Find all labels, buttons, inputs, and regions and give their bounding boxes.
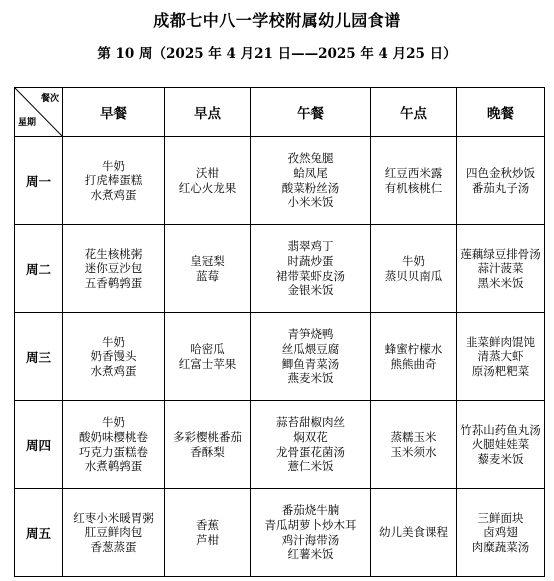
week-subtitle: 第 10 周（2025 年 4 月21 日——2025 年 4 月25 日） [97, 46, 457, 62]
afternoon-snack-cell [371, 401, 457, 489]
dish-item: 奶香馒头 [90, 349, 137, 364]
weekday-cell: 周五 [15, 489, 63, 577]
dish-item: 三鲜面块 [477, 510, 524, 525]
breakfast-cell [63, 137, 165, 225]
column-header-breakfast: 早餐 [63, 88, 165, 137]
column-header-dinner: 晚餐 [457, 88, 545, 137]
dish-item: 蒜苔甜椒肉丝 [276, 415, 345, 430]
lunch-cell [251, 137, 371, 225]
lunch-cell [251, 401, 371, 489]
dish-item: 蛤凤尾 [293, 165, 328, 180]
dish-item: 幼儿美食课程 [379, 525, 448, 540]
dish-item: 水煮鸡蛋 [90, 363, 137, 378]
dish-item: 牛奶 [102, 415, 125, 430]
dish-item: 香葱蒸蛋 [90, 539, 137, 554]
dish-item: 黑米米饭 [477, 275, 524, 290]
dish-item: 原汤粑粑菜 [471, 363, 530, 378]
column-header-morning-snack: 早点 [165, 88, 251, 137]
morning-snack-cell [165, 313, 251, 401]
dish-item: 莲藕绿豆排骨汤 [460, 246, 541, 261]
dish-item: 红富士苹果 [178, 356, 237, 371]
dish-item: 蓝莓 [196, 268, 219, 283]
dinner-cell [457, 313, 545, 401]
dish-item: 卤鸡翅 [483, 525, 518, 540]
menu-body [15, 137, 545, 577]
morning-snack-cell [165, 137, 251, 225]
dish-item: 燕麦米饭 [287, 371, 334, 386]
dish-item: 孜然兔腿 [287, 151, 334, 166]
dish-item: 牛奶 [402, 253, 425, 268]
dish-item: 藜麦米饭 [477, 451, 524, 466]
dish-item: 蒸贝贝南瓜 [384, 268, 443, 283]
lunch-cell [251, 313, 371, 401]
dish-item: 丝瓜煨豆腐 [281, 341, 340, 356]
dish-item: 时蔬炒蛋 [287, 253, 334, 268]
morning-snack-cell [165, 225, 251, 313]
dish-item: 鲫鱼青菜汤 [281, 356, 340, 371]
dish-item: 薏仁米饭 [287, 459, 334, 474]
dish-item: 红豆西米露 [384, 165, 443, 180]
table-row [15, 401, 545, 489]
dish-item: 青瓜胡萝卜炒木耳 [264, 517, 357, 532]
dish-item: 多彩樱桃番茄 [173, 429, 242, 444]
dish-item: 巧克力蛋糕卷 [79, 444, 148, 459]
dinner-cell [457, 137, 545, 225]
dish-item: 打虎棒蛋糕 [84, 173, 143, 188]
corner-label-meal: 餐次 [40, 94, 59, 104]
dish-item: 青笋烧鸭 [287, 327, 334, 342]
morning-snack-cell [165, 489, 251, 577]
dish-item: 蒸糯玉米 [390, 429, 437, 444]
dish-item: 四色金秋炒饭 [466, 165, 535, 180]
dish-item: 五香鹌鹑蛋 [84, 275, 143, 290]
table-row [15, 225, 545, 313]
dish-item: 火腿娃娃菜 [471, 437, 530, 452]
lunch-cell [251, 489, 371, 577]
dish-item: 牛奶 [102, 158, 125, 173]
afternoon-snack-cell [371, 489, 457, 577]
dish-item: 番茄烧牛腩 [281, 503, 340, 518]
dish-item: 水煮鸡蛋 [90, 187, 137, 202]
weekday-cell: 周三 [15, 313, 63, 401]
dish-item: 水煮鹌鹑蛋 [84, 459, 143, 474]
dish-item: 蜂蜜柠檬水 [384, 341, 443, 356]
dish-item: 熊熊曲奇 [390, 356, 437, 371]
weekday-cell: 周二 [15, 225, 63, 313]
dish-item: 皇冠梨 [190, 253, 225, 268]
dish-item: 玉米须水 [390, 444, 437, 459]
dish-item: 金银米饭 [287, 283, 334, 298]
dish-item: 韭菜鲜肉馄饨 [466, 334, 535, 349]
dish-item: 香酥梨 [190, 444, 225, 459]
dish-item: 肛豆鲜肉包 [84, 525, 143, 540]
dish-item: 酸奶味樱桃卷 [79, 429, 148, 444]
dish-item: 香蕉 [196, 517, 219, 532]
table-row [15, 313, 545, 401]
breakfast-cell [63, 489, 165, 577]
dish-item: 龙骨蛋花菌汤 [276, 444, 345, 459]
dish-item: 芦柑 [196, 532, 219, 547]
table-row [15, 489, 545, 577]
dish-item: 蒜汁菠菜 [477, 261, 524, 276]
corner-cell [15, 88, 63, 137]
dish-item: 番茄丸子汤 [471, 180, 530, 195]
lunch-cell [251, 225, 371, 313]
dish-item: 翡翠鸡丁 [287, 239, 334, 254]
header-row [15, 88, 545, 137]
dinner-cell [457, 489, 545, 577]
dish-item: 红枣小米暖胃粥 [73, 510, 154, 525]
weekday-cell: 周四 [15, 401, 63, 489]
table-row [15, 137, 545, 225]
dish-item: 裙带菜虾皮汤 [276, 268, 345, 283]
dish-item: 竹荪山药鱼丸汤 [460, 422, 541, 437]
corner-label-weekday: 星期 [18, 118, 37, 128]
afternoon-snack-cell [371, 137, 457, 225]
dish-item: 花生核桃粥 [84, 246, 143, 261]
dish-item: 红心火龙果 [178, 180, 237, 195]
dish-item: 哈密瓜 [190, 341, 225, 356]
breakfast-cell [63, 225, 165, 313]
dish-item: 清蒸大虾 [477, 349, 524, 364]
breakfast-cell [63, 313, 165, 401]
menu-table [14, 87, 545, 577]
dish-item: 鸡汁海带汤 [281, 532, 340, 547]
column-header-lunch: 午餐 [251, 88, 371, 137]
dish-item: 红薯米饭 [287, 547, 334, 562]
dish-item: 沃柑 [196, 165, 219, 180]
afternoon-snack-cell [371, 313, 457, 401]
breakfast-cell [63, 401, 165, 489]
dish-item: 小米米饭 [287, 195, 334, 210]
column-header-afternoon-snack: 午点 [371, 88, 457, 137]
weekday-cell: 周一 [15, 137, 63, 225]
dish-item: 迷你豆沙包 [84, 261, 143, 276]
dinner-cell [457, 225, 545, 313]
dish-item: 肉糜蔬菜汤 [471, 539, 530, 554]
dish-item: 酸菜粉丝汤 [281, 180, 340, 195]
dish-item: 牛奶 [102, 334, 125, 349]
dish-item: 有机核桃仁 [384, 180, 443, 195]
dish-item: 焖双花 [293, 429, 328, 444]
dinner-cell [457, 401, 545, 489]
page-title: 成都七中八一学校附属幼儿园食谱 [153, 11, 401, 30]
afternoon-snack-cell [371, 225, 457, 313]
morning-snack-cell [165, 401, 251, 489]
